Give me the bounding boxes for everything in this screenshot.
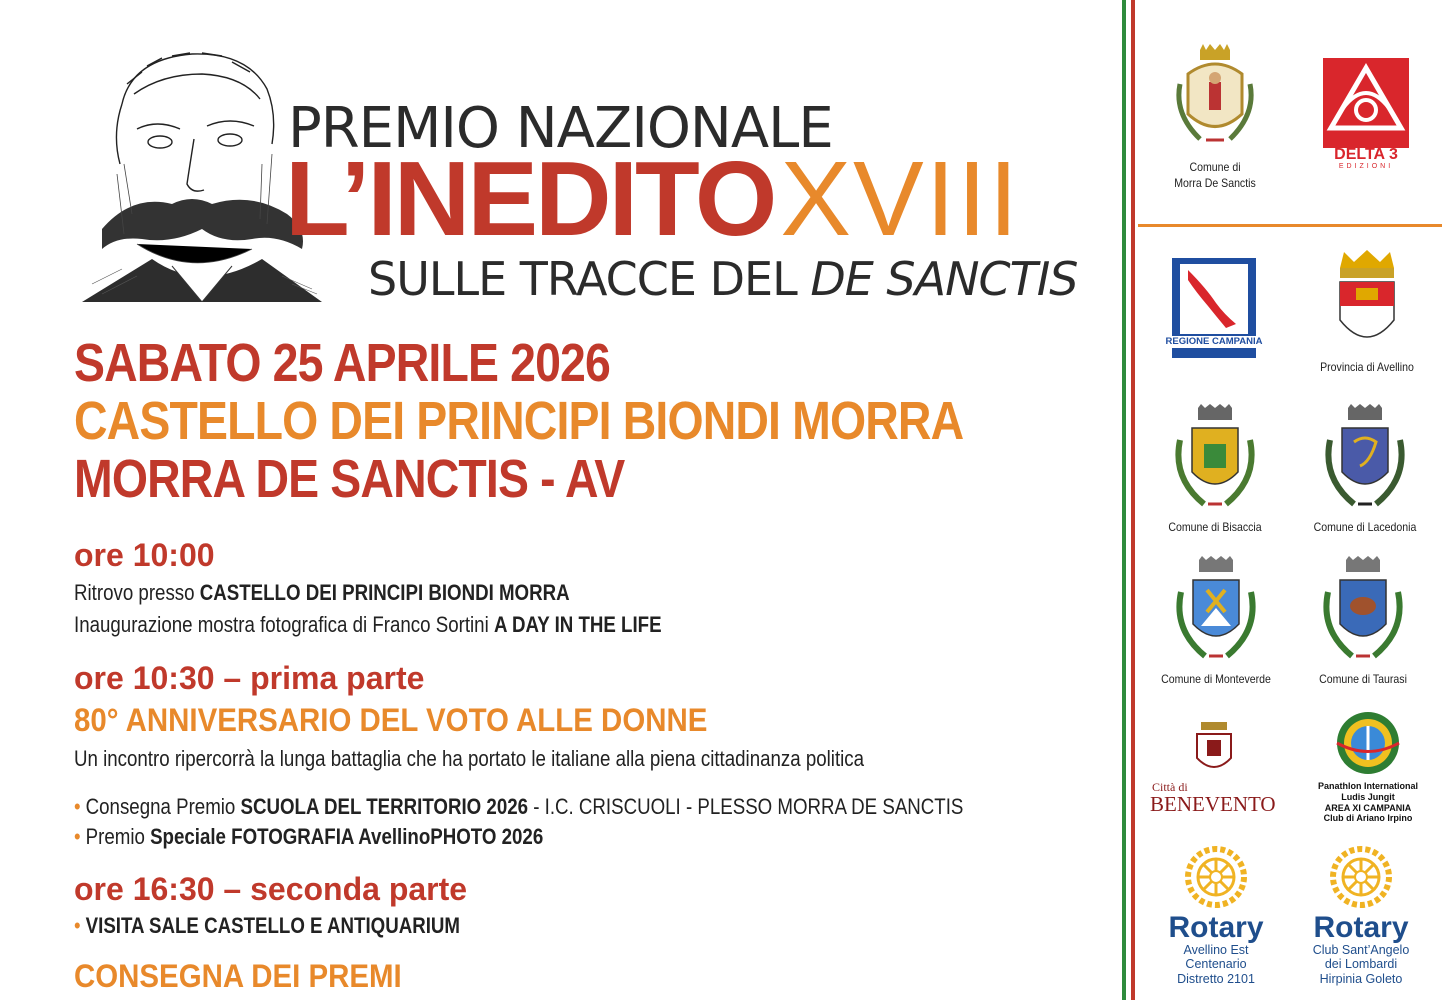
anniversary-heading: 80° ANNIVERSARIO DEL VOTO ALLE DONNE	[74, 702, 708, 738]
delta3-name: DELTA 3	[1334, 146, 1398, 163]
logo-monteverde	[1146, 556, 1286, 687]
rotary1-l2: Centenario	[1185, 957, 1247, 972]
program-line-meeting	[74, 580, 570, 606]
exhibition-text: Inaugurazione mostra fotografica di Franco Sortini	[74, 612, 494, 637]
taurasi-crest-icon	[1318, 556, 1408, 666]
bisaccia-crest-icon	[1170, 404, 1260, 514]
event-venue: CASTELLO DEI PRINCIPI BIONDI MORRA	[74, 391, 964, 451]
program-line-exhibition	[74, 612, 662, 638]
time-1630: ore 16:30 – seconda parte	[74, 871, 468, 907]
lacedonia-crest-icon	[1320, 404, 1410, 514]
logo-panathlon	[1306, 710, 1430, 824]
logo-lacedonia	[1300, 404, 1430, 535]
delta3-sub: EDIZIONI	[1338, 163, 1394, 170]
bullet-tail: - I.C. CRISCUOLI - PLESSO MORRA DE SANCTIS	[528, 794, 964, 819]
delta3-logo-icon	[1323, 58, 1409, 148]
award-title-line2	[285, 140, 1021, 258]
logo-bisaccia	[1150, 404, 1280, 535]
meeting-text: Ritrovo presso	[74, 580, 200, 605]
logo-morra	[1160, 44, 1270, 191]
bullet-icon: •	[74, 913, 81, 938]
avellino-crest-icon	[1332, 250, 1402, 354]
rotary-wheel-icon	[1330, 846, 1392, 908]
bullet-text: Consegna Premio	[85, 794, 241, 819]
monteverde-crest-icon	[1171, 556, 1261, 666]
award-name: L’INEDITO	[285, 140, 775, 258]
meeting-place: CASTELLO DEI PRINCIPI BIONDI MORRA	[199, 580, 570, 605]
event-date: SABATO 25 APRILE 2026	[74, 333, 610, 393]
logo-delta3	[1316, 58, 1416, 170]
award-title-line1: PREMIO NAZIONALE	[288, 96, 833, 161]
event-town: MORRA DE SANCTIS - AV	[74, 449, 625, 509]
bullet-school-award	[74, 794, 963, 820]
bullet-text: Premio	[85, 824, 151, 849]
flag-stripe-green	[1122, 0, 1126, 1000]
taurasi-caption: Comune di Taurasi	[1319, 672, 1407, 686]
rotary2-l2: dei Lombardi	[1324, 957, 1398, 972]
bullet-bold: Speciale FOTOGRAFIA AvellinoPHOTO 2026	[150, 824, 544, 849]
bullet-icon: •	[74, 824, 81, 849]
rotary-wheel-icon	[1185, 846, 1247, 908]
logo-rotary-avellino	[1154, 846, 1278, 986]
rotary1-word: Rotary	[1168, 911, 1264, 944]
logo-taurasi	[1298, 556, 1428, 687]
rotary2-l3: Hirpinia Goleto	[1319, 971, 1403, 986]
panathlon-l3: AREA XI CAMPANIA	[1324, 802, 1412, 813]
edition-number: XVIII	[780, 140, 1021, 258]
logo-provincia-avellino	[1302, 250, 1432, 375]
rotary2-word: Rotary	[1313, 911, 1409, 944]
bisaccia-caption: Comune di Bisaccia	[1168, 520, 1262, 534]
logo-rotary-santangelo	[1298, 846, 1424, 986]
panathlon-l2: Ludis Jungit	[1341, 791, 1395, 802]
subtitle-italic: DE SANCTIS	[810, 252, 1078, 306]
bullet-photo-award	[74, 824, 543, 850]
rotary1-l1: Avellino Est	[1183, 943, 1249, 957]
bullet-castle-visit	[74, 913, 460, 939]
morra-caption-l1: Comune di	[1189, 160, 1241, 174]
anniversary-description: Un incontro ripercorrà la lunga battaglia che ha portato le italiane alla piena cittadinanza politica	[74, 746, 865, 771]
flag-stripe-white	[1127, 0, 1130, 1000]
panathlon-emblem-icon	[1335, 710, 1401, 776]
morra-caption-l2: Morra De Sanctis	[1174, 176, 1256, 191]
rotary1-l3: Distretto 2101	[1177, 971, 1255, 986]
logo-benevento	[1148, 720, 1280, 815]
bullet-bold: SCUOLA DEL TERRITORIO 2026	[240, 794, 529, 819]
monteverde-caption: Comune di Monteverde	[1161, 672, 1271, 686]
avellino-caption: Provincia di Avellino	[1320, 360, 1414, 374]
campania-label: REGIONE CAMPANIA	[1165, 336, 1263, 347]
time-1030: ore 10:30 – prima parte	[74, 660, 425, 696]
lacedonia-caption: Comune di Lacedonia	[1313, 520, 1417, 534]
subtitle-plain: SULLE TRACCE DEL	[368, 252, 811, 306]
flag-stripe-red	[1131, 0, 1135, 1000]
sponsor-panel	[1140, 0, 1442, 1000]
benevento-crest-icon	[1189, 720, 1239, 776]
bullet-icon: •	[74, 794, 81, 819]
benevento-prefix: Città di	[1152, 780, 1188, 794]
awards-ceremony-heading: CONSEGNA DEI PREMI	[74, 958, 402, 994]
bullet-bold: VISITA SALE CASTELLO E ANTIQUARIUM	[85, 913, 461, 938]
award-subtitle	[368, 252, 1078, 306]
logo-regione-campania	[1158, 258, 1270, 363]
morra-crest-icon	[1170, 44, 1260, 154]
rotary2-l1: Club Sant’Angelo	[1312, 943, 1410, 957]
exhibition-title: A DAY IN THE LIFE	[493, 612, 662, 637]
panathlon-l4: Club di Ariano Irpino	[1323, 813, 1413, 824]
panathlon-l1: Panathlon International	[1317, 781, 1418, 791]
time-1000: ore 10:00	[74, 537, 215, 573]
benevento-name: BENEVENTO	[1150, 792, 1276, 816]
